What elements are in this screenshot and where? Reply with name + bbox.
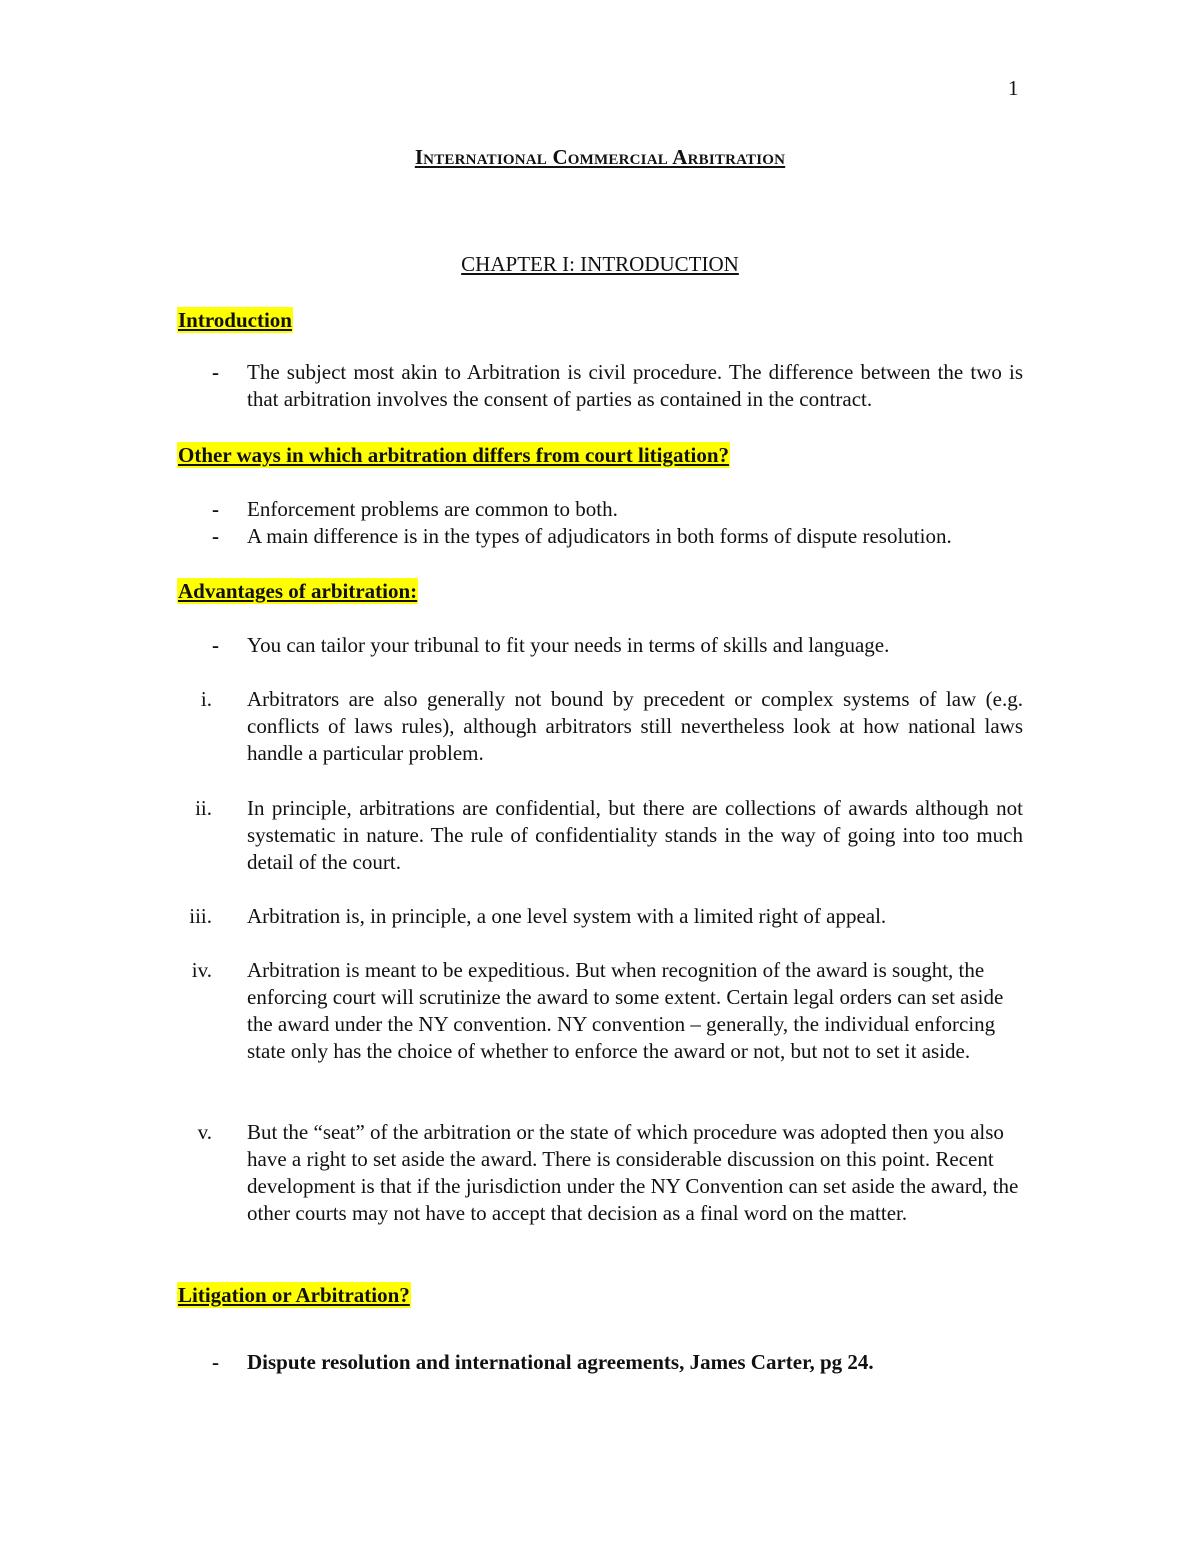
- numbered-item: Arbitrators are also generally not bound by precedent or complex systems of law (e.g. conflicts of laws rules), although arbitrators still nevertheless look at how national laws handle a particular problem.: [247, 687, 1023, 765]
- bullet-marker: -: [212, 633, 219, 657]
- chapter-heading: CHAPTER I: INTRODUCTION: [461, 252, 739, 276]
- bullet-marker: -: [212, 360, 219, 384]
- list-numeral: v.: [197, 1120, 212, 1144]
- list-item: You can tailor your tribunal to fit your needs in terms of skills and language.: [247, 633, 890, 657]
- list-item: Enforcement problems are common to both.: [247, 497, 618, 521]
- section-heading-litigation: Litigation or Arbitration?: [178, 1283, 410, 1307]
- list-numeral: i.: [200, 687, 212, 711]
- page-number: 1: [1008, 76, 1019, 100]
- bullet-marker: -: [212, 524, 219, 548]
- section-heading-other-ways: Other ways in which arbitration differs from court litigation?: [178, 443, 730, 467]
- list-item: A main difference is in the types of adjudicators in both forms of dispute resolution.: [247, 524, 952, 548]
- numbered-item: Arbitration is, in principle, a one level system with a limited right of appeal.: [247, 904, 887, 928]
- numbered-item: In principle, arbitrations are confidential, but there are collections of awards although not systematic in nature. The rule of confidentiality stands in the way of going into too much detail of the court.: [247, 796, 1023, 874]
- document-title: International Commercial Arbitration: [414, 145, 786, 169]
- list-numeral: iv.: [191, 958, 212, 982]
- list-numeral: ii.: [195, 796, 212, 820]
- section-heading-introduction: Introduction: [178, 308, 292, 332]
- list-item: The subject most akin to Arbitration is civil procedure. The difference between the two is that arbitration involves the consent of parties as contained in the contract.: [247, 360, 1023, 411]
- list-numeral: iii.: [189, 904, 212, 928]
- section-heading-advantages: Advantages of arbitration:: [178, 579, 418, 603]
- list-item-reference: Dispute resolution and international agreements, James Carter, pg 24.: [247, 1350, 874, 1374]
- bullet-marker: -: [212, 497, 219, 521]
- bullet-marker: -: [212, 1350, 219, 1374]
- numbered-item: But the “seat” of the arbitration or the state of which procedure was adopted then you also have a right to set aside the award. There is considerable discussion on this point. Recent development is that if the jurisdiction under the NY Convention can set aside the award, the other courts may not have to accept that decision as a final word on the matter.: [247, 1120, 1019, 1225]
- numbered-item: Arbitration is meant to be expeditious. But when recognition of the award is sought, the enforcing court will scrutinize the award to some extent. Certain legal orders can set aside the award under the NY convention. NY convention – generally, the individual enforcing state only has the choice of whether to enforce the award or not, but not to set it aside.: [247, 958, 1004, 1063]
